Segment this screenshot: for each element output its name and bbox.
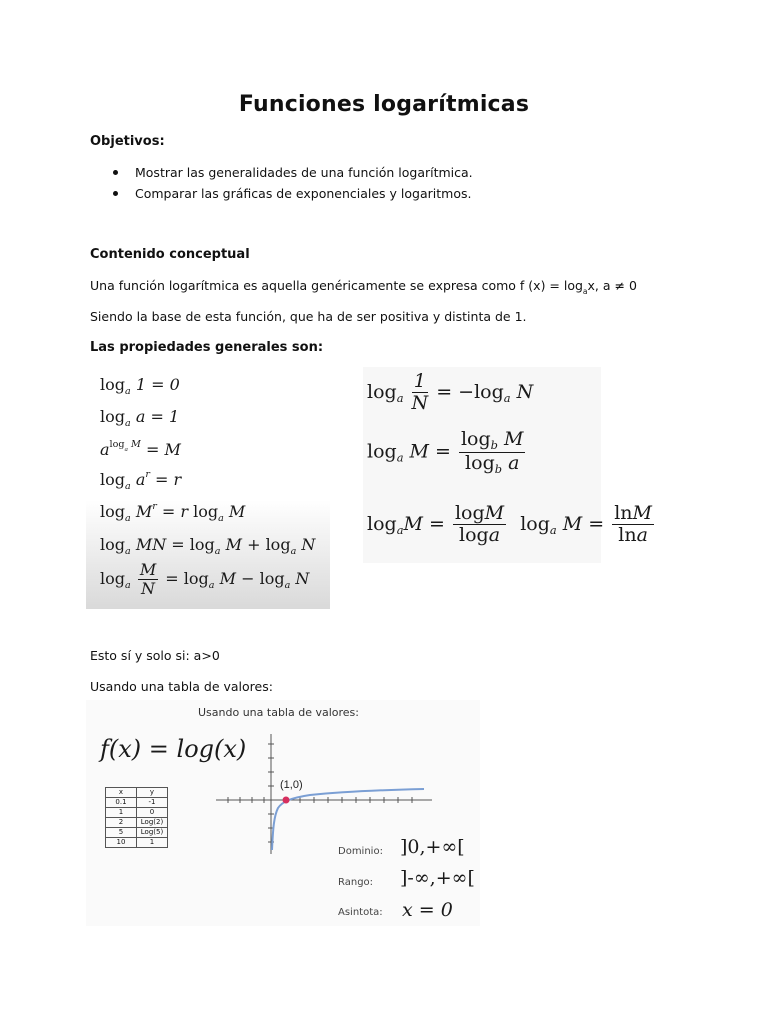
table-row — [106, 838, 168, 848]
table-cell: 0 — [137, 808, 168, 818]
rango-label: Rango: — [338, 877, 374, 888]
dominio-value: ]0,+∞[ — [400, 836, 465, 858]
point-marker — [283, 797, 290, 804]
properties-heading: Las propiedades generales son: — [90, 340, 324, 355]
table-row — [106, 818, 168, 828]
property-formula: $a^{log_a M} = M$ — [100, 439, 181, 459]
content-heading: Contenido conceptual — [90, 247, 250, 262]
objectives-heading: Objetivos: — [90, 134, 165, 149]
asintota-value: x = 0 — [402, 899, 453, 921]
table-row — [106, 788, 168, 798]
bullet-icon — [113, 170, 118, 175]
table-cell: 1 — [137, 838, 168, 848]
page-title: Funciones logarítmicas — [238, 92, 530, 117]
table-header: y — [137, 788, 168, 798]
point-label: (1,0) — [280, 779, 303, 791]
property-formula: $\log_a M$ = $\frac{\log_b M}{\log_b a}$ — [367, 428, 524, 476]
table-header: x — [106, 788, 137, 798]
dominio-label: Dominio: — [338, 846, 383, 857]
table-row — [106, 798, 168, 808]
property-formula: $\log_a a = 1$ — [100, 407, 180, 429]
table-cell: 0.1 — [106, 798, 137, 808]
definition-paragraph: Una función logarítmica es aquella genéricamente se expresa como f $(x) = \log_ax$, a ≠ 0 — [90, 278, 637, 296]
property-formula: $\log_a$ $\frac{M}{N}$ = $\log_a M - \log_a N$ — [100, 560, 310, 598]
properties-image-left — [86, 367, 330, 609]
rango-value: ]-∞,+∞[ — [400, 867, 475, 889]
objectives-list — [135, 165, 473, 207]
condition-text: Esto sí y solo si: a>0 — [90, 648, 220, 663]
figure-caption: Usando una tabla de valores: — [198, 706, 359, 719]
table-cell: 1 — [106, 808, 137, 818]
properties-image-right — [363, 367, 652, 563]
values-table — [105, 787, 168, 848]
property-formula: $\log_a 1 = 0$ — [100, 375, 180, 397]
property-formula: $\log_aM$ = $\frac{\log M}{\log a}$ $\log_a M$ = $\frac{\ln M}{\ln a}$ — [367, 502, 652, 546]
table-row — [106, 828, 168, 838]
property-formula: $\log_a a^r = r$ — [100, 469, 182, 492]
base-paragraph: Siendo la base de esta función, que ha de ser positiva y distinta de 1. — [90, 309, 527, 324]
table-cell: 5 — [106, 828, 137, 838]
table-cell: 2 — [106, 818, 137, 828]
list-item: Comparar las gráficas de exponenciales y logaritmos. — [135, 186, 473, 207]
asintota-label: Asintota: — [338, 907, 383, 918]
property-formula: $\log_a$ $\frac{1}{N}$ = $-\log_a$ N — [367, 370, 534, 414]
table-cell: Log(2) — [137, 818, 168, 828]
table-cell: -1 — [137, 798, 168, 808]
table-cell: 10 — [106, 838, 137, 848]
list-item: Mostrar las generalidades de una función logarítmica. — [135, 165, 473, 186]
property-formula: $\log_a$ MN = $\log_a M + \log_a N$ — [100, 535, 316, 557]
table-cell: Log(5) — [137, 828, 168, 838]
function-label: f(x) = log(x) — [100, 735, 247, 763]
bullet-icon — [113, 191, 118, 196]
table-row — [106, 808, 168, 818]
property-formula: $\log_a M^r = r$ $\log_a M$ — [100, 501, 246, 524]
table-intro-text: Usando una tabla de valores: — [90, 679, 273, 694]
